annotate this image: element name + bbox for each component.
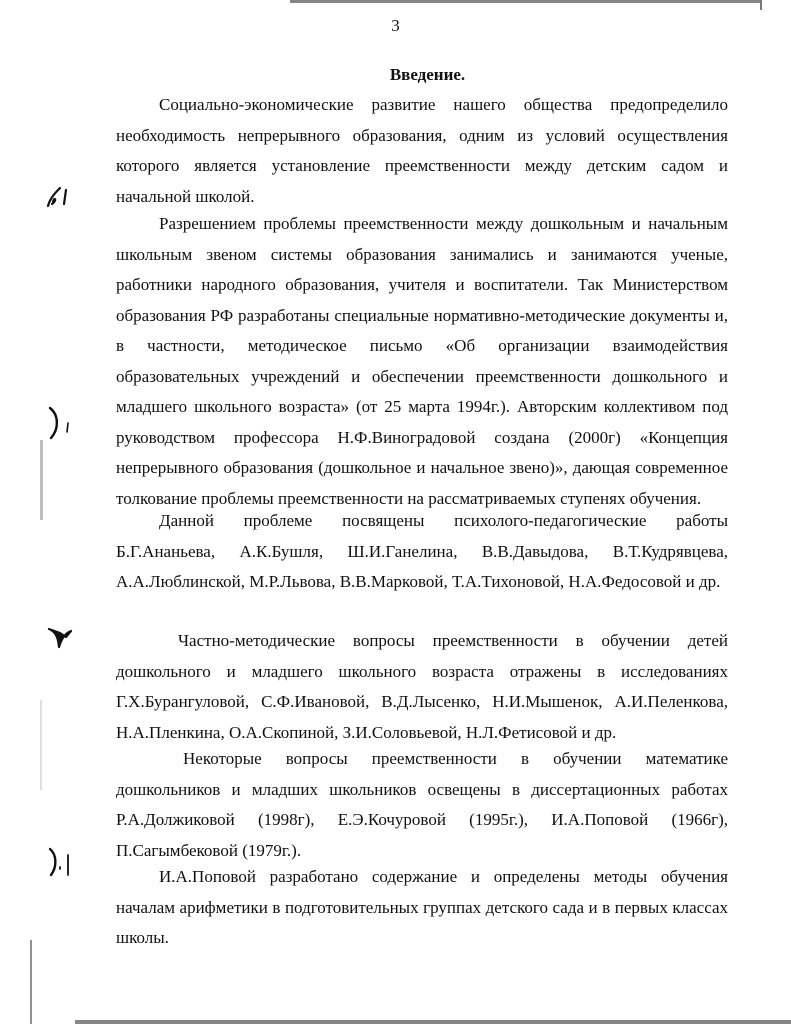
handwritten-margin-mark-icon bbox=[44, 182, 74, 212]
page-title: Введение. bbox=[389, 65, 466, 84]
handwritten-margin-mark-icon bbox=[46, 845, 76, 879]
paragraph-5: Некоторые вопросы преемственности в обучении математике дошкольников и младших школьников освещены в диссертационных работах Р.А.Должиковой (1998г), Е.Э.Кочуровой (1995г.), И.А.Поповой (1966г), П.Сагымбековой (1979г.). bbox=[116, 749, 728, 860]
scan-edge-corner bbox=[760, 0, 762, 10]
scan-edge-left bbox=[30, 940, 32, 1024]
paragraph-3: Данной проблеме посвящены психолого-педагогические работы Б.Г.Ананьева, А.К.Бушля, Ш.И.Ганелина, В.В.Давыдова, В.Т.Кудрявцева, А.А.Люблинской, М.Р.Львова, В.В.Марковой, Т.А.Тихоновой, Н.А.Федосовой и др. bbox=[116, 511, 728, 591]
scan-edge-top bbox=[290, 0, 760, 3]
paragraph-4: Частно-методические вопросы преемственности в обучении детей дошкольного и младшего школьного возраста отражены в исследованиях Г.Х.Бурангуловой, С.Ф.Ивановой, В.Д.Лысенко, Н.И.Мышенок, А.И.Пеленкова, Н.А.Пленкина, О.А.Скопиной, З.И.Соловьевой, Н.Л.Фетисовой и др. bbox=[116, 631, 728, 742]
handwritten-margin-mark-icon bbox=[46, 625, 74, 651]
page-number: 3 bbox=[391, 16, 400, 35]
paragraph-6: И.А.Поповой разработано содержание и определены методы обучения началам арифметики в подготовительных группах детского сада и в первых классах школы. bbox=[116, 867, 728, 947]
scan-artifact bbox=[40, 700, 42, 790]
scan-artifact bbox=[40, 440, 43, 520]
scan-edge-bottom bbox=[75, 1020, 791, 1024]
handwritten-margin-mark-icon bbox=[46, 405, 76, 441]
paragraph-2: Разрешением проблемы преемственности между дошкольным и начальным школьным звеном системы образования занимались и занимаются ученые, работники народного образования, учителя и воспитатели. Так Министерством образования РФ разработаны специальные нормативно-методические документы и, в частности, методическое письмо «Об организации взаимодействия образовательных учреждений и обеспечении преемственности дошкольного и младшего школьного возраста» (от 25 марта 1994г.). Авторским коллективом под руководством профессора Н.Ф.Виноградовой создана (2000г) «Концепция непрерывного образования (дошкольное и начальное звено)», дающая современное толкование проблемы преемственности на рассматриваемых ступенях обучения. bbox=[116, 214, 728, 508]
paragraph-1: Социально-экономические развитие нашего общества предопределило необходимость непрерывного образования, одним из условий осуществления которого является установление преемственности между детским садом и начальной школой. bbox=[116, 95, 728, 206]
